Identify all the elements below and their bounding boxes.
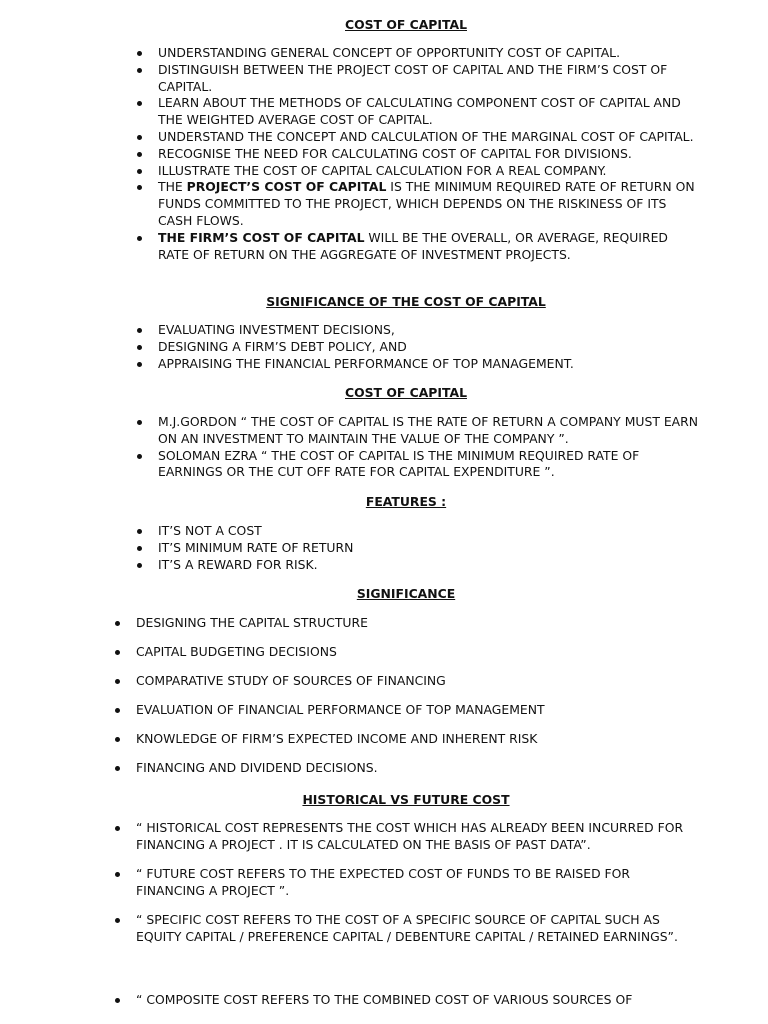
objectives-list [158, 45, 698, 263]
list-item: “ FUTURE COST REFERS TO THE EXPECTED COST OF FUNDS TO BE RAISED FOR FINANCING A PROJECT ”. [136, 866, 696, 900]
bullet-icon [137, 563, 142, 568]
bullet-icon [115, 766, 120, 771]
bullet-icon [137, 185, 142, 190]
bullet-icon [137, 68, 142, 73]
firm-cost-definition: THE FIRM’S COST OF CAPITAL WILL BE THE OVERALL, OR AVERAGE, REQUIRED RATE OF RETURN ON THE AGGREGATE OF INVESTMENT PROJECTS. [158, 230, 698, 264]
bullet-icon [115, 650, 120, 655]
bullet-icon [137, 51, 142, 56]
project-cost-definition: THE PROJECT’S COST OF CAPITAL IS THE MINIMUM REQUIRED RATE OF RETURN ON FUNDS COMMITTED TO THE PROJECT, WHICH DEPENDS ON THE RISKINESS OF ITS CASH FLOWS. [158, 179, 698, 229]
list-item: EVALUATING INVESTMENT DECISIONS, [158, 322, 698, 339]
section-heading: FEATURES : [365, 494, 447, 509]
list-item: DESIGNING THE CAPITAL STRUCTURE [136, 615, 696, 632]
list-item: IT’S NOT A COST [158, 523, 698, 540]
features-list [158, 523, 698, 573]
list-item: IT’S A REWARD FOR RISK. [158, 557, 698, 574]
bullet-icon [115, 998, 120, 1003]
list-item: APPRAISING THE FINANCIAL PERFORMANCE OF TOP MANAGEMENT. [158, 356, 698, 373]
section-heading: COST OF CAPITAL [345, 385, 467, 400]
bullet-icon [137, 454, 142, 459]
list-item: CAPITAL BUDGETING DECISIONS [136, 644, 696, 661]
list-item: FINANCING AND DIVIDEND DECISIONS. [136, 760, 696, 777]
list-item: “ HISTORICAL COST REPRESENTS THE COST WHICH HAS ALREADY BEEN INCURRED FOR FINANCING A PROJECT . IT IS CALCULATED ON THE BASIS OF PAST DATA”. [136, 820, 696, 854]
bullet-icon [137, 236, 142, 241]
list-item: COMPARATIVE STUDY OF SOURCES OF FINANCING [136, 673, 696, 690]
bullet-icon [137, 328, 142, 333]
list-item: DISTINGUISH BETWEEN THE PROJECT COST OF CAPITAL AND THE FIRM’S COST OF CAPITAL. [158, 62, 698, 96]
list-item: EVALUATION OF FINANCIAL PERFORMANCE OF TOP MANAGEMENT [136, 702, 696, 719]
list-item: ILLUSTRATE THE COST OF CAPITAL CALCULATION FOR A REAL COMPANY. [158, 163, 698, 180]
bullet-icon [115, 918, 120, 923]
list-item: KNOWLEDGE OF FIRM’S EXPECTED INCOME AND INHERENT RISK [136, 731, 696, 748]
list-item: RECOGNISE THE NEED FOR CALCULATING COST OF CAPITAL FOR DIVISIONS. [158, 146, 698, 163]
list-item: SOLOMAN EZRA “ THE COST OF CAPITAL IS THE MINIMUM REQUIRED RATE OF EARNINGS OR THE CUT OFF RATE FOR CAPITAL EXPENDITURE ”. [158, 448, 698, 482]
definitions-list [158, 414, 698, 481]
section-heading: HISTORICAL VS FUTURE COST [302, 792, 510, 807]
list-item: UNDERSTAND THE CONCEPT AND CALCULATION OF THE MARGINAL COST OF CAPITAL. [158, 129, 698, 146]
bullet-icon [137, 420, 142, 425]
significance-cost-list [158, 322, 698, 372]
bullet-icon [115, 737, 120, 742]
bullet-icon [137, 546, 142, 551]
list-item: “ SPECIFIC COST REFERS TO THE COST OF A SPECIFIC SOURCE OF CAPITAL SUCH AS EQUITY CAPITAL / PREFERENCE CAPITAL / DEBENTURE CAPITAL / RETAINED EARNINGS”. [136, 912, 696, 946]
bullet-icon [137, 135, 142, 140]
list-item: DESIGNING A FIRM’S DEBT POLICY, AND [158, 339, 698, 356]
significance-list [136, 615, 696, 790]
bullet-icon [115, 826, 120, 831]
list-item: IT’S MINIMUM RATE OF RETURN [158, 540, 698, 557]
bullet-icon [137, 345, 142, 350]
list-item: LEARN ABOUT THE METHODS OF CALCULATING COMPONENT COST OF CAPITAL AND THE WEIGHTED AVERAGE COST OF CAPITAL. [158, 95, 698, 129]
bullet-icon [115, 621, 120, 626]
bullet-icon [137, 169, 142, 174]
list-item: M.J.GORDON “ THE COST OF CAPITAL IS THE RATE OF RETURN A COMPANY MUST EARN ON AN INVESTMENT TO MAINTAIN THE VALUE OF THE COMPANY ”. [158, 414, 698, 448]
bullet-icon [137, 101, 142, 106]
historical-list [136, 820, 696, 1008]
list-item: “ COMPOSITE COST REFERS TO THE COMBINED COST OF VARIOUS SOURCES OF [136, 992, 696, 1009]
list-item: UNDERSTANDING GENERAL CONCEPT OF OPPORTUNITY COST OF CAPITAL. [158, 45, 698, 62]
bullet-icon [115, 872, 120, 877]
section-heading: SIGNIFICANCE [356, 586, 456, 601]
page-title: COST OF CAPITAL [345, 17, 467, 32]
section-heading: SIGNIFICANCE OF THE COST OF CAPITAL [266, 294, 546, 309]
bullet-icon [115, 708, 120, 713]
bullet-icon [115, 679, 120, 684]
bullet-icon [137, 362, 142, 367]
bullet-icon [137, 152, 142, 157]
bullet-icon [137, 529, 142, 534]
